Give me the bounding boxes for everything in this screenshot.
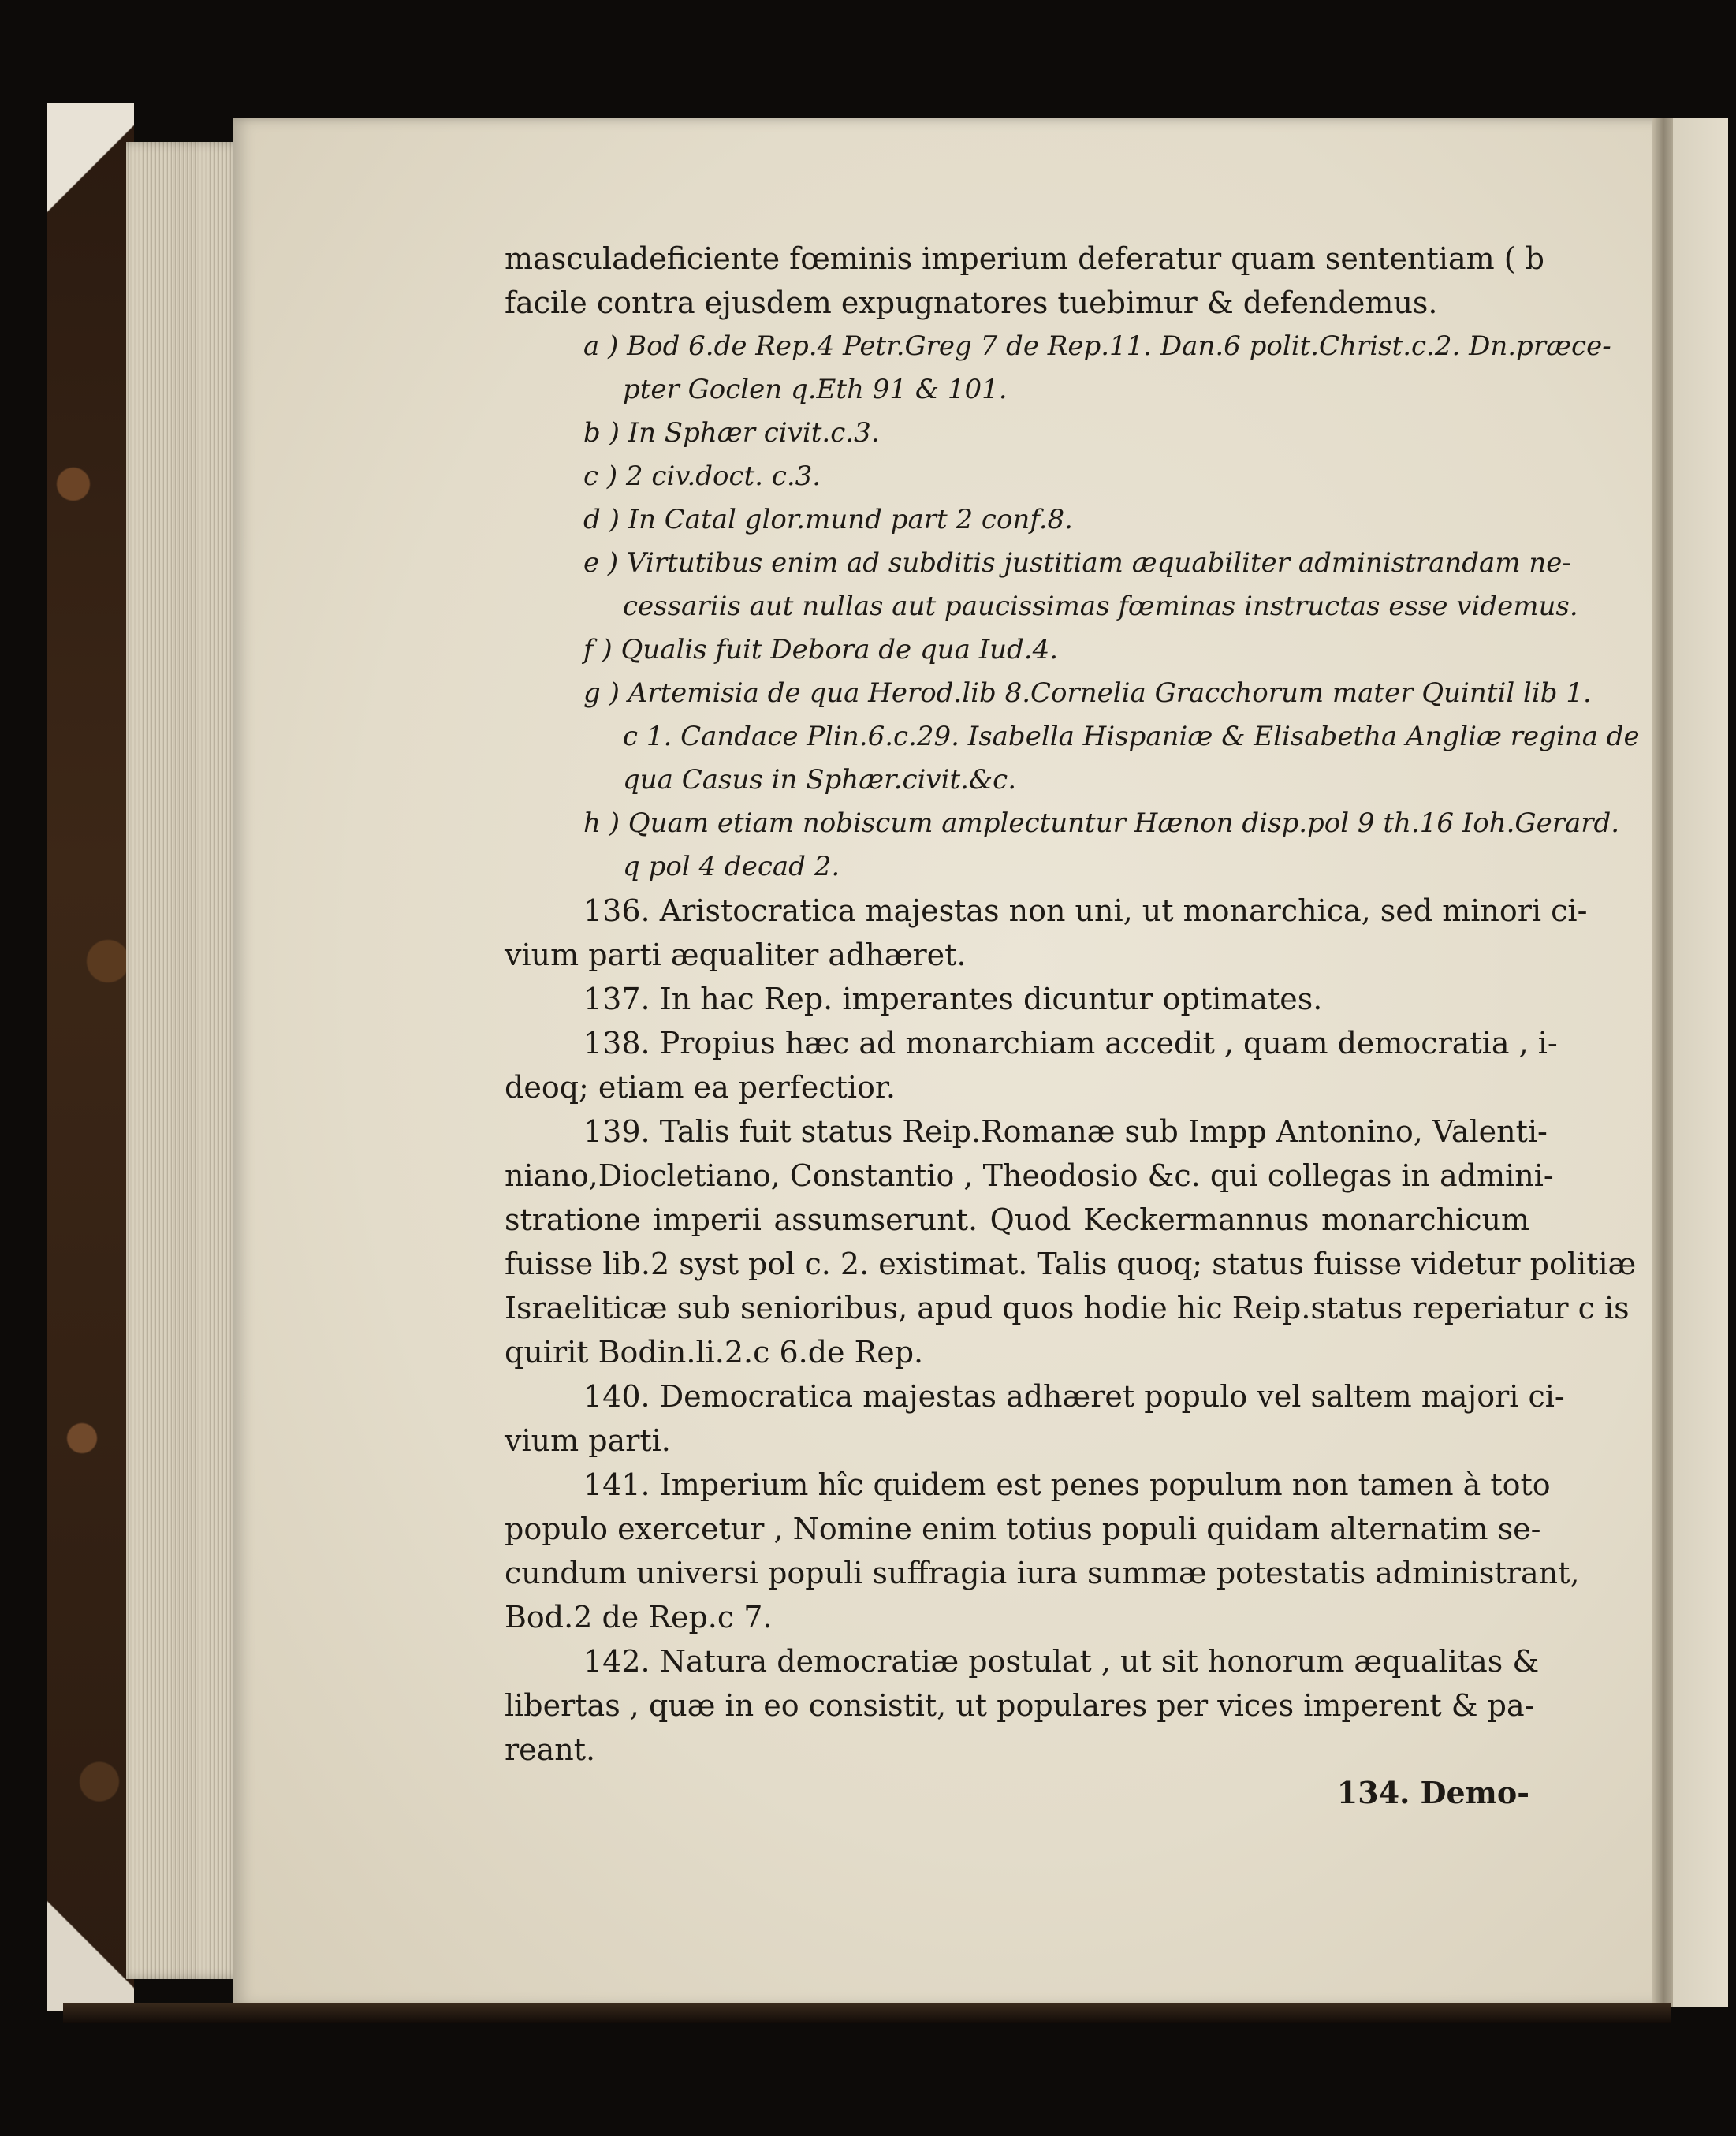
note-f: f ) Qualis fuit Debora de qua Iud.4.: [583, 634, 1059, 665]
note-g-cont: qua Casus in Sphær.civit.&c.: [623, 764, 1017, 796]
note-d: d ) In Catal glor.mund part 2 conf.8.: [583, 504, 1073, 535]
note-e-cont: cessariis aut nullas aut paucissimas fœminas instructas esse videmus.: [623, 591, 1578, 622]
facing-page-edge: [1673, 118, 1728, 2007]
text-line: 142. Natura democratiæ postulat , ut sit honorum æqualitas &: [583, 1644, 1540, 1679]
text-line: Israeliticæ sub senioribus, apud quos hodie hic Reip.status reperiatur c is: [505, 1291, 1630, 1325]
text-line: 138. Propius hæc ad monarchiam accedit , quam democratia , i-: [583, 1026, 1558, 1061]
text-line: stratione imperii assumserunt. Quod Keckermannus monarchicum: [505, 1202, 1529, 1237]
book-gutter: [1652, 118, 1675, 2007]
paragraph-142: [505, 1639, 1540, 1772]
opening-text: [505, 237, 1544, 325]
paragraph-140: [505, 1374, 1565, 1463]
text-line: 140. Democratica majestas adhæret populo vel saltem majori ci-: [583, 1379, 1565, 1414]
text-block: [505, 237, 1640, 1822]
note-b: b ) In Sphær civit.c.3.: [583, 417, 880, 449]
text-line: vium parti.: [505, 1423, 671, 1458]
text-line: fuisse lib.2 syst pol c. 2. existimat. Talis quoq; status fuisse videtur politiæ: [505, 1247, 1637, 1281]
text-line: 141. Imperium hîc quidem est penes populum non tamen à toto: [583, 1467, 1551, 1502]
note-g: g ) Artemisia de qua Herod.lib 8.Cornelia Gracchorum mater Quintil lib 1.: [583, 677, 1592, 709]
text-line: 139. Talis fuit status Reip.Romanæ sub Impp Antonino, Valenti-: [583, 1114, 1548, 1149]
cover-corner-bottom: [47, 1900, 134, 2011]
text-line: libertas , quæ in eo consistit, ut populares per vices imperent & pa-: [505, 1688, 1535, 1723]
text-line: 137. In hac Rep. imperantes dicuntur optimates.: [583, 982, 1323, 1016]
text-line: niano,Diocletiano, Constantio , Theodosio &c. qui collegas in admini-: [505, 1158, 1554, 1193]
note-a-cont: pter Goclen q.Eth 91 & 101.: [623, 374, 1008, 405]
text-line: populo exercetur , Nomine enim totius populi quidam alternatim se-: [505, 1512, 1541, 1546]
page-edges: [126, 142, 244, 1979]
text-line: 136. Aristocratica majestas non uni, ut monarchica, sed minori ci-: [583, 893, 1588, 928]
paragraph-136: [505, 889, 1588, 977]
text-line: reant.: [505, 1732, 596, 1767]
text-line: deoq; etiam ea perfectior.: [505, 1070, 896, 1105]
note-h: h ) Quam etiam nobiscum amplectuntur Hænon disp.pol 9 th.16 Ioh.Gerard.: [583, 807, 1620, 839]
note-h-cont: q pol 4 decad 2.: [623, 851, 840, 882]
paragraph-137: [505, 977, 1529, 1021]
text-line: facile contra ejusdem expugnatores tuebimur & defendemus.: [505, 285, 1438, 320]
note-a: a ) Bod 6.de Rep.4 Petr.Greg 7 de Rep.11. Dan.6 polit.Christ.c.2. Dn.præce-: [583, 330, 1611, 362]
bottom-shadow: [63, 2003, 1671, 2023]
paragraph-141: [505, 1463, 1580, 1639]
note-c: c ) 2 civ.doct. c.3.: [583, 460, 821, 492]
footnotes: [505, 325, 1640, 889]
paragraph-138: [505, 1021, 1558, 1109]
text-line: cundum universi populi suffragia iura summæ potestatis administrant,: [505, 1556, 1580, 1590]
note-e: e ) Virtutibus enim ad subditis justitiam æquabiliter administrandam ne-: [583, 547, 1571, 579]
text-line: quirit Bodin.li.2.c 6.de Rep.: [505, 1335, 924, 1370]
text-line: Bod.2 de Rep.c 7.: [505, 1600, 773, 1635]
book-cover-left: [47, 103, 134, 2011]
cover-corner-top: [47, 103, 134, 213]
note-g-cont: c 1. Candace Plin.6.c.29. Isabella Hispaniæ & Elisabetha Angliæ regina de: [623, 721, 1640, 752]
text-line: masculadeficiente fœminis imperium deferatur quam sententiam ( b: [505, 241, 1544, 276]
catchword-row: [505, 1775, 1529, 1822]
text-line: vium parti æqualiter adhæret.: [505, 938, 967, 972]
paragraph-139: [505, 1109, 1637, 1374]
catchword: 134. Demo-: [1336, 1775, 1529, 1810]
